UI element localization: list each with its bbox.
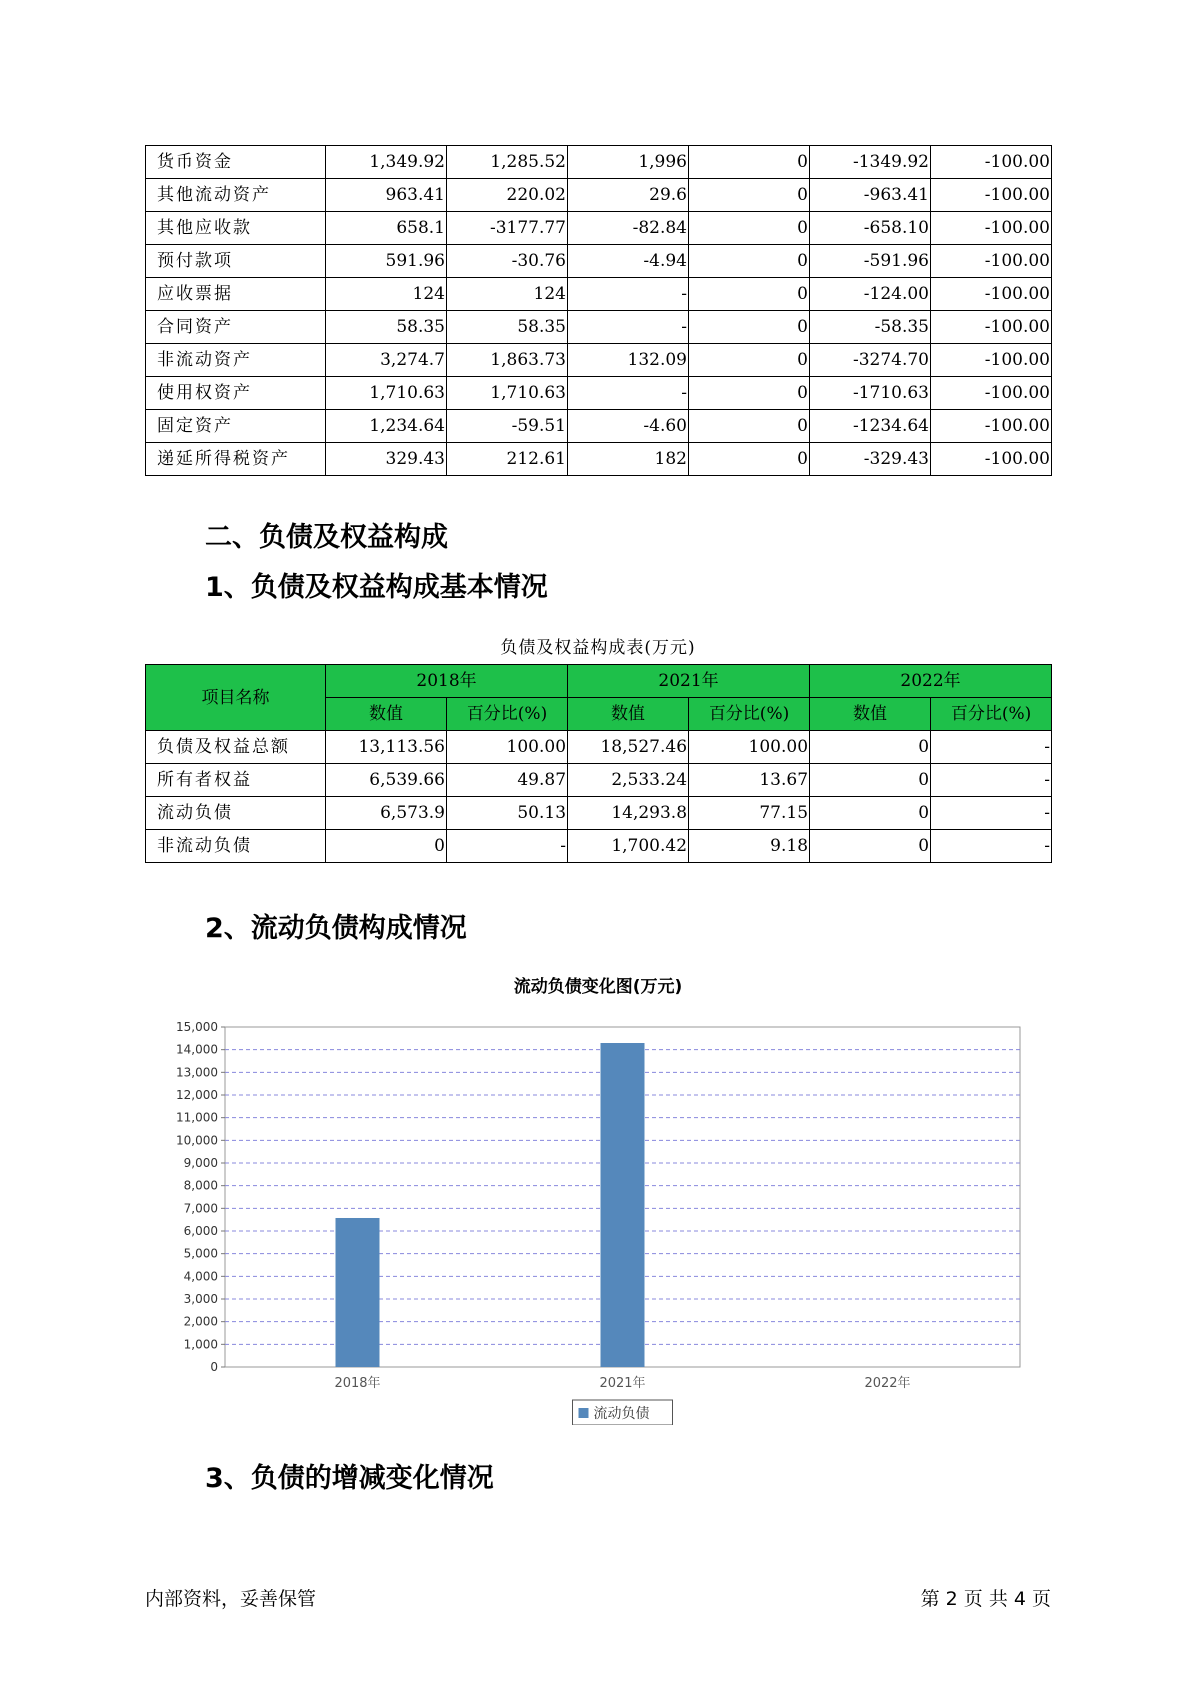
y-tick-label: 13,000 — [176, 1065, 218, 1080]
y-tick-label: 2,000 — [183, 1314, 218, 1329]
cell-value: -100.00 — [931, 410, 1052, 443]
row-label: 流动负债 — [146, 797, 326, 830]
cell-value: 0 — [689, 377, 810, 410]
cell-value: 1,349.92 — [326, 146, 447, 179]
table-row — [146, 830, 1052, 863]
cell-value: -3177.77 — [447, 212, 568, 245]
cell-value: 1,710.63 — [447, 377, 568, 410]
y-tick-label: 9,000 — [183, 1156, 218, 1170]
y-tick-label: 11,000 — [176, 1110, 218, 1125]
row-label: 其他流动资产 — [146, 179, 326, 212]
cell-value: -963.41 — [810, 179, 931, 212]
y-tick-label: 8,000 — [183, 1178, 218, 1193]
cell-value: -30.76 — [447, 245, 568, 278]
header-value: 数值 — [568, 698, 689, 731]
cell-value: -1349.92 — [810, 146, 931, 179]
subsection-heading-1: 1、负债及权益构成基本情况 — [205, 572, 548, 603]
cell-value: 132.09 — [568, 344, 689, 377]
cell-value: 13.67 — [689, 764, 810, 797]
row-label: 使用权资产 — [146, 377, 326, 410]
row-label: 固定资产 — [146, 410, 326, 443]
row-label: 负债及权益总额 — [146, 731, 326, 764]
cell-value: 0 — [689, 146, 810, 179]
cell-value: 124 — [326, 278, 447, 311]
table-row — [146, 764, 1052, 797]
cell-value: -3274.70 — [810, 344, 931, 377]
cell-value: 0 — [689, 443, 810, 476]
cell-value: -82.84 — [568, 212, 689, 245]
row-label: 所有者权益 — [146, 764, 326, 797]
cell-value: 0 — [810, 764, 931, 797]
liability-equity-table — [145, 664, 1052, 863]
subsection-heading-2: 2、流动负债构成情况 — [205, 913, 467, 944]
row-label: 应收票据 — [146, 278, 326, 311]
asset-change-table-body — [146, 146, 1052, 476]
asset-change-table — [145, 145, 1052, 476]
liability-equity-table-body — [146, 731, 1052, 863]
cell-value: -58.35 — [810, 311, 931, 344]
cell-value: 14,293.8 — [568, 797, 689, 830]
cell-value: -100.00 — [931, 443, 1052, 476]
y-tick-label: 10,000 — [176, 1133, 218, 1148]
cell-value: -100.00 — [931, 344, 1052, 377]
cell-value: 0 — [689, 311, 810, 344]
cell-value: 1,996 — [568, 146, 689, 179]
cell-value: 18,527.46 — [568, 731, 689, 764]
cell-value: 1,700.42 — [568, 830, 689, 863]
table-row — [146, 443, 1052, 476]
row-label: 预付款项 — [146, 245, 326, 278]
cell-value: 49.87 — [447, 764, 568, 797]
row-label: 合同资产 — [146, 311, 326, 344]
cell-value: 182 — [568, 443, 689, 476]
row-label: 其他应收款 — [146, 212, 326, 245]
header-year-2021: 2021年 — [568, 665, 810, 698]
bar — [601, 1043, 645, 1367]
cell-value: - — [931, 830, 1052, 863]
y-tick-label: 3,000 — [183, 1292, 218, 1306]
cell-value: 2,533.24 — [568, 764, 689, 797]
cell-value: 658.1 — [326, 212, 447, 245]
legend-label: 流动负债 — [593, 1406, 650, 1422]
cell-value: -100.00 — [931, 245, 1052, 278]
header-pct: 百分比(%) — [689, 698, 810, 731]
table-row — [146, 245, 1052, 278]
cell-value: 50.13 — [447, 797, 568, 830]
cell-value: 0 — [689, 179, 810, 212]
x-tick-label: 2021年 — [599, 1376, 646, 1391]
cell-value: 963.41 — [326, 179, 447, 212]
cell-value: -59.51 — [447, 410, 568, 443]
cell-value: 1,234.64 — [326, 410, 447, 443]
table-row — [146, 377, 1052, 410]
cell-value: 0 — [689, 212, 810, 245]
chart-title: 流动负债变化图(万元) — [513, 977, 683, 997]
cell-value: 212.61 — [447, 443, 568, 476]
cell-value: -100.00 — [931, 212, 1052, 245]
cell-value: 29.6 — [568, 179, 689, 212]
subsection-heading-3: 3、负债的增减变化情况 — [205, 1463, 494, 1494]
cell-value: - — [447, 830, 568, 863]
cell-value: -591.96 — [810, 245, 931, 278]
y-tick-label: 14,000 — [176, 1042, 218, 1057]
cell-value: 0 — [689, 344, 810, 377]
cell-value: 0 — [810, 797, 931, 830]
cell-value: 3,274.7 — [326, 344, 447, 377]
y-tick-label: 7,000 — [183, 1201, 218, 1216]
y-tick-label: 15,000 — [176, 1020, 218, 1034]
bar — [336, 1218, 380, 1367]
cell-value: 0 — [810, 731, 931, 764]
footer-confidential-note: 内部资料，妥善保管 — [145, 1588, 317, 1610]
y-tick-label: 6,000 — [183, 1224, 218, 1238]
cell-value: -1710.63 — [810, 377, 931, 410]
header-value: 数值 — [810, 698, 931, 731]
header-item-name: 项目名称 — [146, 665, 326, 731]
y-tick-label: 0 — [210, 1360, 218, 1374]
y-tick-label: 1,000 — [183, 1337, 218, 1352]
table-row — [146, 179, 1052, 212]
row-label: 递延所得税资产 — [146, 443, 326, 476]
table-row — [146, 311, 1052, 344]
cell-value: 100.00 — [689, 731, 810, 764]
cell-value: 0 — [689, 245, 810, 278]
footer-page-number: 第 2 页 共 4 页 — [920, 1588, 1051, 1610]
cell-value: -4.60 — [568, 410, 689, 443]
header-year-2018: 2018年 — [326, 665, 568, 698]
table-row — [146, 278, 1052, 311]
header-pct: 百分比(%) — [931, 698, 1052, 731]
cell-value: -100.00 — [931, 311, 1052, 344]
cell-value: 100.00 — [447, 731, 568, 764]
x-tick-label: 2022年 — [864, 1376, 911, 1391]
cell-value: -100.00 — [931, 278, 1052, 311]
cell-value: - — [568, 377, 689, 410]
cell-value: - — [931, 797, 1052, 830]
cell-value: -124.00 — [810, 278, 931, 311]
header-pct: 百分比(%) — [447, 698, 568, 731]
cell-value: 9.18 — [689, 830, 810, 863]
cell-value: - — [931, 731, 1052, 764]
y-tick-label: 4,000 — [183, 1269, 218, 1284]
cell-value: -658.10 — [810, 212, 931, 245]
y-tick-label: 5,000 — [183, 1246, 218, 1261]
table-row — [146, 410, 1052, 443]
cell-value: 329.43 — [326, 443, 447, 476]
cell-value: 1,285.52 — [447, 146, 568, 179]
table-row — [146, 212, 1052, 245]
section-heading: 二、负债及权益构成 — [205, 522, 448, 553]
cell-value: - — [931, 764, 1052, 797]
table-row — [146, 344, 1052, 377]
legend-swatch — [579, 1408, 589, 1418]
cell-value: 0 — [689, 410, 810, 443]
cell-value: 58.35 — [447, 311, 568, 344]
cell-value: 58.35 — [326, 311, 447, 344]
cell-value: 1,710.63 — [326, 377, 447, 410]
row-label: 货币资金 — [146, 146, 326, 179]
current-liability-bar-chart — [150, 995, 1030, 1425]
cell-value: 591.96 — [326, 245, 447, 278]
cell-value: -1234.64 — [810, 410, 931, 443]
cell-value: 124 — [447, 278, 568, 311]
cell-value: 77.15 — [689, 797, 810, 830]
cell-value: 13,113.56 — [326, 731, 447, 764]
cell-value: 6,539.66 — [326, 764, 447, 797]
cell-value: 0 — [689, 278, 810, 311]
cell-value: -329.43 — [810, 443, 931, 476]
cell-value: 6,573.9 — [326, 797, 447, 830]
cell-value: 1,863.73 — [447, 344, 568, 377]
cell-value: - — [568, 311, 689, 344]
cell-value: 0 — [326, 830, 447, 863]
cell-value: 0 — [810, 830, 931, 863]
cell-value: 220.02 — [447, 179, 568, 212]
y-tick-label: 12,000 — [176, 1088, 218, 1102]
row-label: 非流动负债 — [146, 830, 326, 863]
cell-value: -4.94 — [568, 245, 689, 278]
table-row — [146, 797, 1052, 830]
table-row — [146, 146, 1052, 179]
x-tick-label: 2018年 — [334, 1376, 381, 1391]
table-row — [146, 731, 1052, 764]
cell-value: -100.00 — [931, 377, 1052, 410]
header-value: 数值 — [326, 698, 447, 731]
row-label: 非流动资产 — [146, 344, 326, 377]
cell-value: -100.00 — [931, 179, 1052, 212]
cell-value: -100.00 — [931, 146, 1052, 179]
liability-table-caption: 负债及权益构成表(万元) — [500, 638, 696, 658]
cell-value: - — [568, 278, 689, 311]
header-year-2022: 2022年 — [810, 665, 1052, 698]
